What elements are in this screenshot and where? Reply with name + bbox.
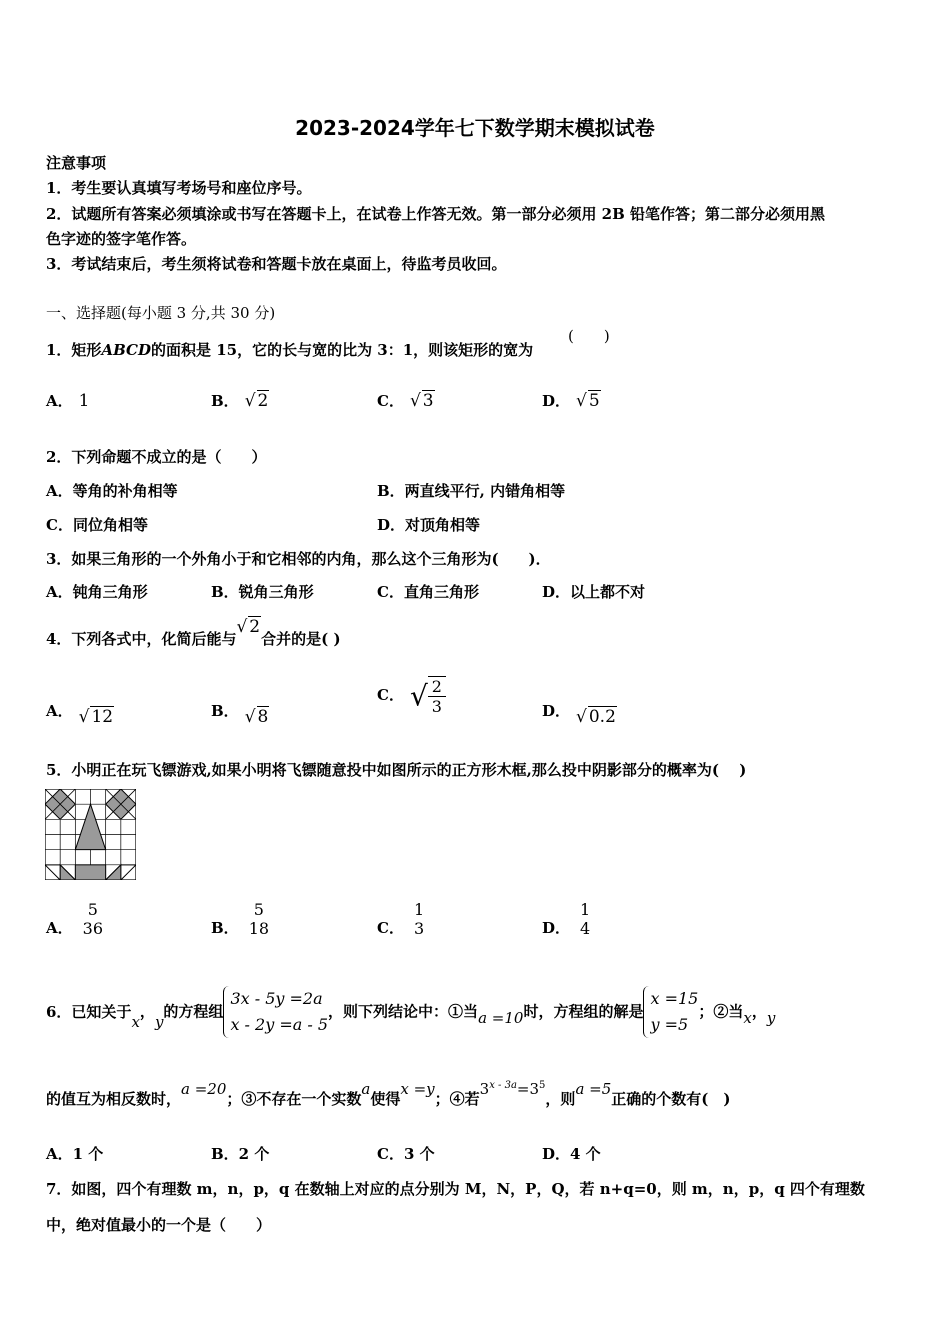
answer-paren: ( ) bbox=[568, 327, 610, 345]
option-d: D． 1 4 bbox=[542, 900, 591, 938]
option-b: B．2 个 bbox=[211, 1145, 270, 1163]
option-b: B． √ 2 bbox=[211, 391, 269, 411]
question-5-stem: 5．小明正在玩飞镖游戏,如果小明将飞镖随意投中如图所示的正方形木框,那么投中阴影部分的概率为( ) bbox=[46, 761, 747, 779]
option-a: A． 1 bbox=[46, 391, 90, 411]
page-title: 2023-2024学年七下数学期末模拟试卷 bbox=[295, 116, 655, 140]
question-2-stem: 2．下列命题不成立的是（ ） bbox=[46, 448, 267, 466]
question-4-stem: 4．下列各式中，化简后能与√ 2合并的是( ) bbox=[46, 617, 341, 648]
question-6-stem: 6．已知关于x，y的方程组 3x - 5y =2a x - 2y =a - 5 ，则下列结论中：①当a =10时，方程组的解是 x =15 y =5 ；②当x，y bbox=[46, 986, 775, 1038]
notice-item: 3．考试结束后，考生须将试卷和答题卡放在桌面上，待监考员收回。 bbox=[46, 255, 507, 273]
option-a: A．1 个 bbox=[46, 1145, 104, 1163]
option-b: B．锐角三角形 bbox=[211, 583, 314, 601]
question-7-stem-continued: 中，绝对值最小的一个是（ ） bbox=[46, 1216, 272, 1234]
section-heading: 一、选择题(每小题 3 分,共 30 分) bbox=[46, 304, 276, 322]
option-d: D．以上都不对 bbox=[542, 583, 646, 601]
option-a: A．钝角三角形 bbox=[46, 583, 148, 601]
option-d: D．4 个 bbox=[542, 1145, 601, 1163]
option-d: D． √ 0.2 bbox=[542, 702, 616, 727]
option-c: C． √ 3 bbox=[377, 391, 434, 411]
dartboard-grid-figure bbox=[45, 789, 136, 880]
option-a: A． 5 36 bbox=[46, 900, 103, 938]
option-c: C．直角三角形 bbox=[377, 583, 479, 601]
option-b: B． √ 8 bbox=[211, 702, 269, 727]
option-a: A．等角的补角相等 bbox=[46, 482, 178, 500]
option-c: C． 1 3 bbox=[377, 900, 425, 938]
option-c: C． √ $\frac{2}{3}$ bbox=[377, 676, 446, 716]
notice-item: 2．试题所有答案必须填涂或书写在答题卡上，在试卷上作答无效。第一部分必须用 2B 铅笔作答；第二部分必须用黑 bbox=[46, 205, 826, 223]
option-b: B． 5 18 bbox=[211, 900, 270, 938]
question-3-stem: 3．如果三角形的一个外角小于和它相邻的内角，那么这个三角形为( )． bbox=[46, 550, 551, 568]
option-d: D． √ 5 bbox=[542, 391, 600, 411]
question-6-stem-continued: 的值互为相反数时，a =20；③不存在一个实数a使得x =y；④若$3^{x - 3a}=3^5$，则a =5正确的个数有( ) bbox=[46, 1080, 731, 1108]
option-c: C．同位角相等 bbox=[46, 516, 148, 534]
notice-heading: 注意事项 bbox=[46, 154, 107, 172]
option-d: D．对顶角相等 bbox=[377, 516, 481, 534]
question-1-stem: 1．矩形ABCD的面积是 15，它的长与宽的比为 3：1，则该矩形的宽为 bbox=[46, 341, 534, 359]
question-7-stem: 7．如图，四个有理数 m，n，p，q 在数轴上对应的点分别为 M，N，P，Q，若 n+q=0，则 m，n，p，q 四个有理数 bbox=[46, 1180, 865, 1198]
option-c: C．3 个 bbox=[377, 1145, 435, 1163]
option-a: A． √ 12 bbox=[46, 702, 114, 727]
notice-item: 1．考生要认真填写考场号和座位序号。 bbox=[46, 179, 312, 197]
notice-item: 色字迹的签字笔作答。 bbox=[46, 230, 197, 248]
option-b: B．两直线平行, 内错角相等 bbox=[377, 482, 566, 500]
